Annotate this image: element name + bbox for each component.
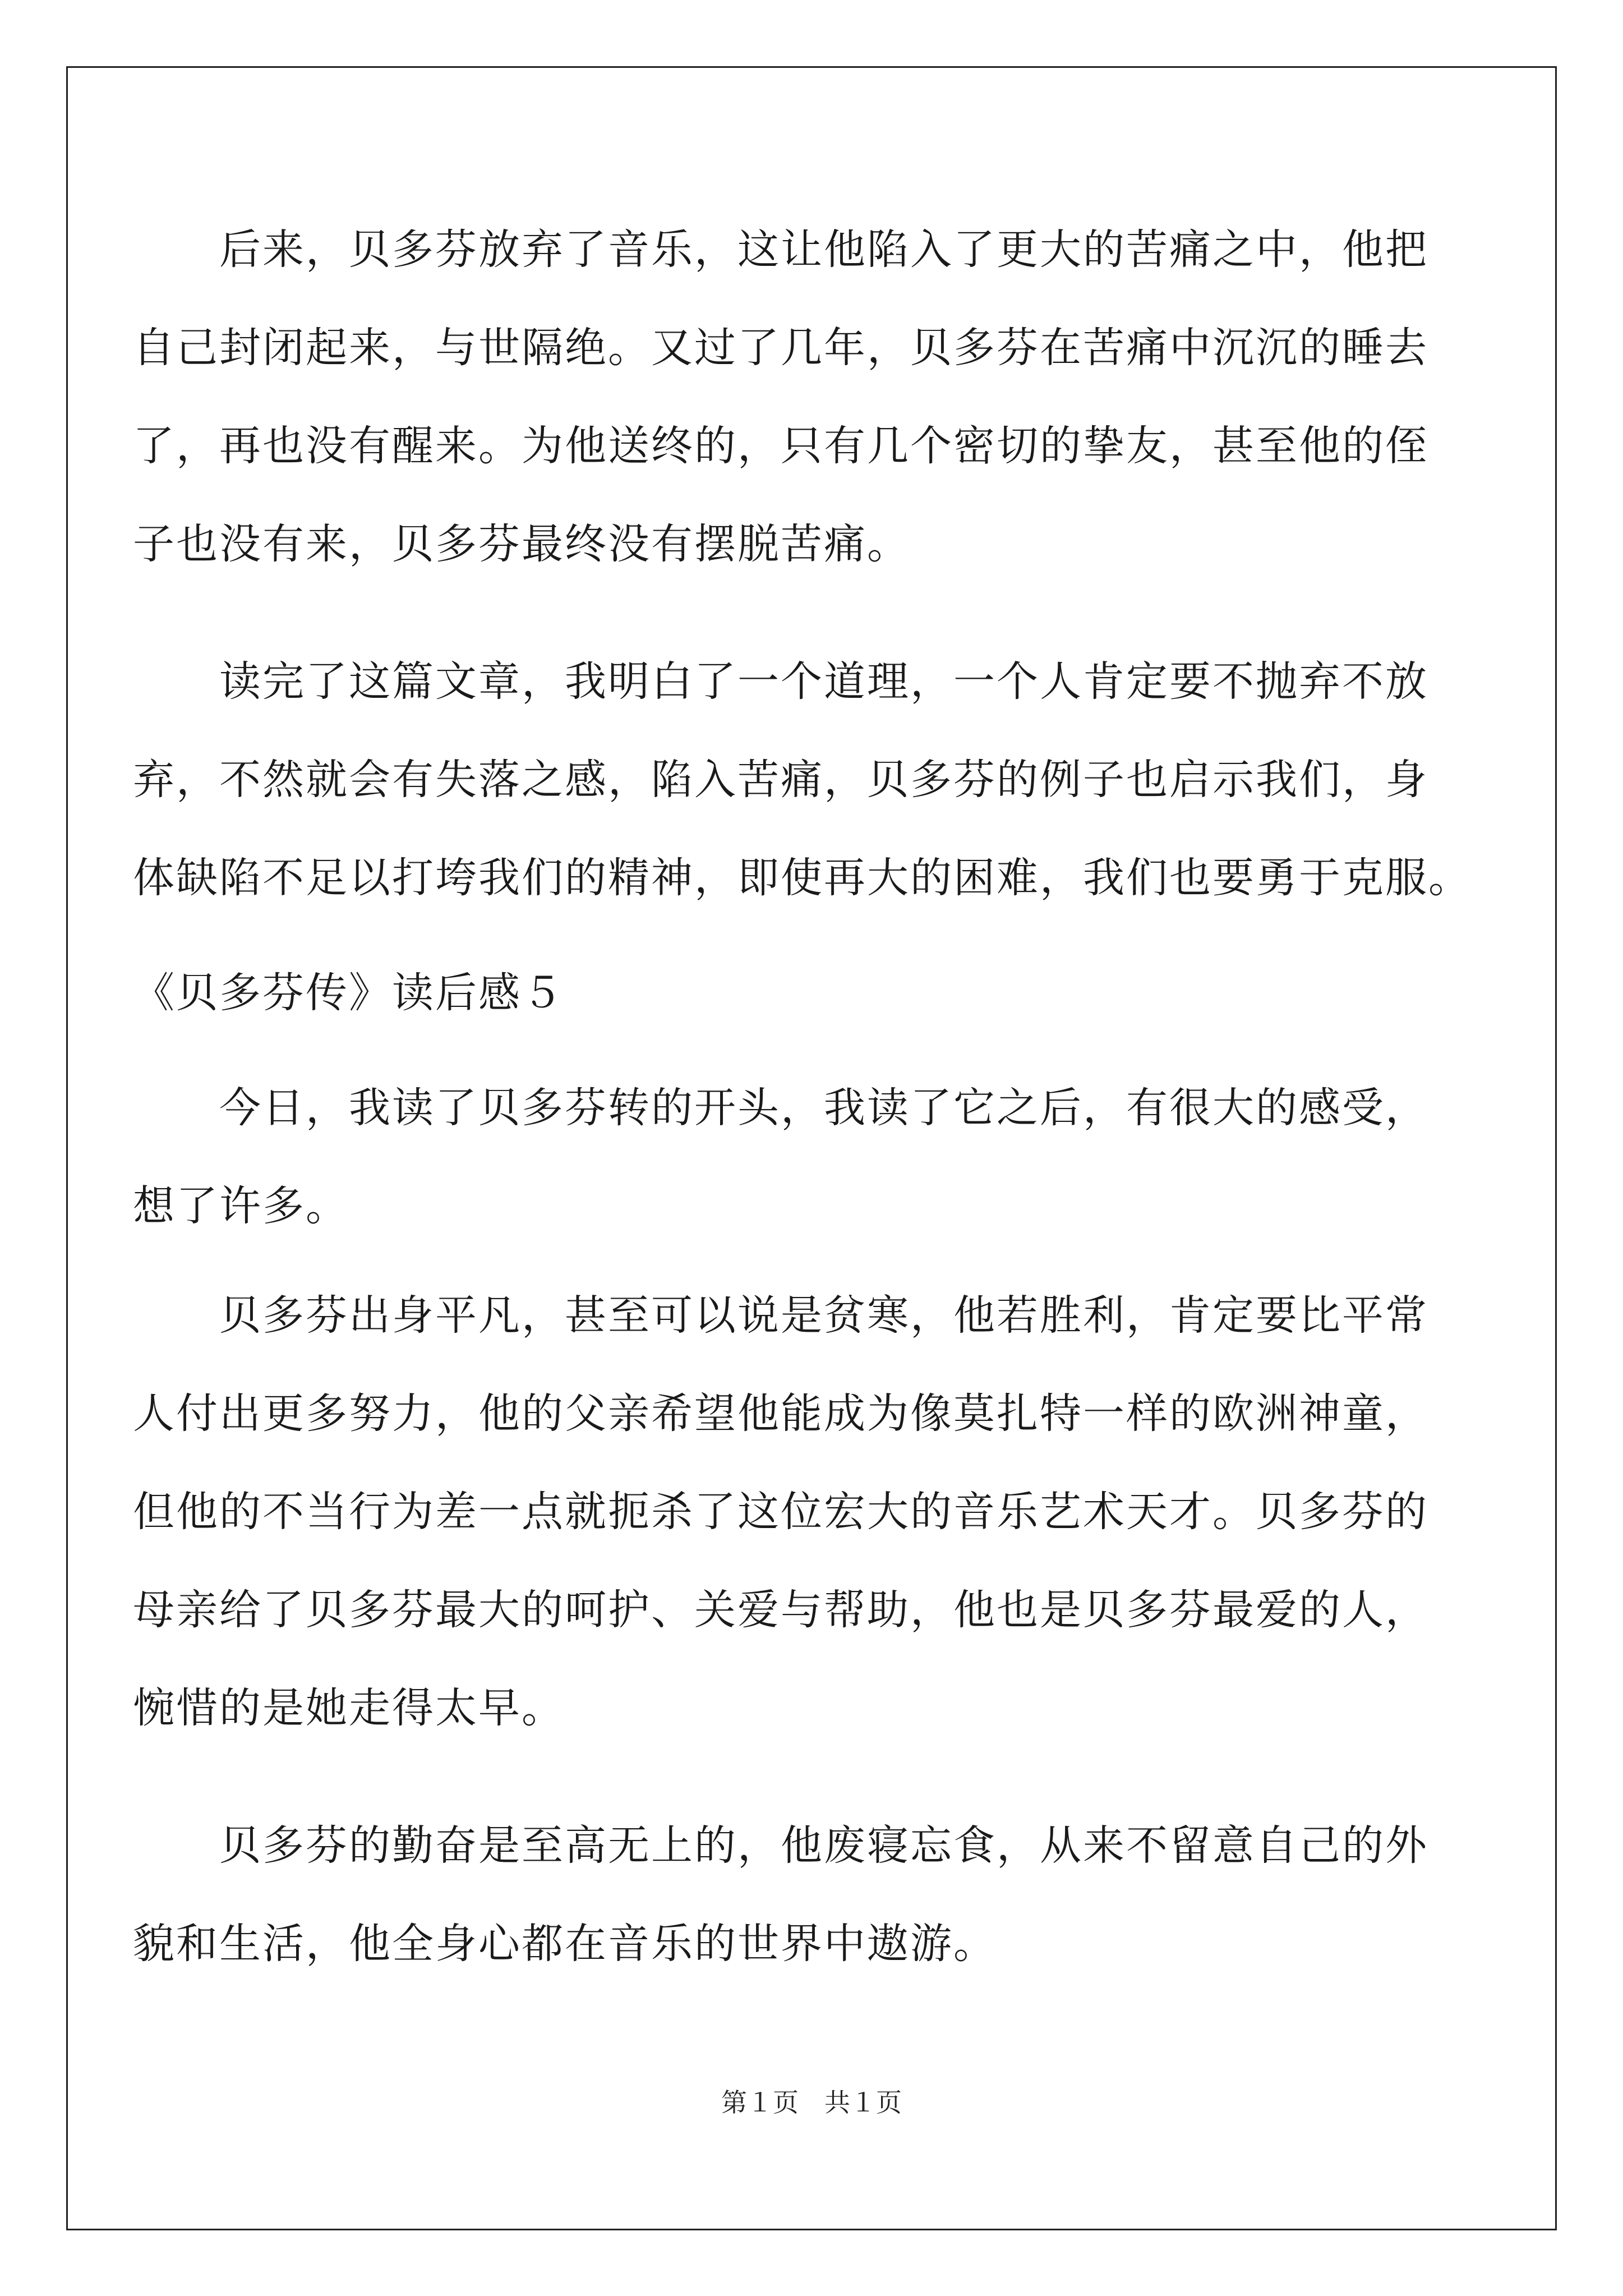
text-line: 读完了这篇文章，我明白了一个道理，一个人肯定要不抛弃不放 bbox=[133, 657, 1428, 706]
text-line: 弃，不然就会有失落之感，陷入苦痛，贝多芬的例子也启示我们，身 bbox=[133, 756, 1428, 804]
text-line: 体缺陷不足以打垮我们的精神，即使再大的困难，我们也要勇于克服。 bbox=[133, 854, 1472, 902]
text-line: 贝多芬出身平凡，甚至可以说是贫寒，他若胜利，肯定要比平常 bbox=[133, 1291, 1428, 1340]
text-line: 子也没有来，贝多芬最终没有摆脱苦痛。 bbox=[133, 520, 910, 568]
text-line: 母亲给了贝多芬最大的呵护、关爱与帮助，他也是贝多芬最爱的人， bbox=[133, 1586, 1428, 1634]
text-line: 惋惜的是她走得太早。 bbox=[133, 1684, 565, 1732]
page-number: 第１页 共１页 bbox=[721, 2087, 902, 2118]
section-heading: 《贝多芬传》读后感５ bbox=[133, 969, 565, 1017]
text-line: 但他的不当行为差一点就扼杀了这位宏大的音乐艺术天才。贝多芬的 bbox=[133, 1488, 1428, 1536]
page-border bbox=[66, 66, 1557, 2230]
text-line: 了，再也没有醒来。为他送终的，只有几个密切的挚友，甚至他的侄 bbox=[133, 422, 1428, 470]
text-line: 貌和生活，他全身心都在音乐的世界中遨游。 bbox=[133, 1920, 997, 1968]
text-line: 想了许多。 bbox=[133, 1182, 349, 1230]
text-line: 自己封闭起来，与世隔绝。又过了几年，贝多芬在苦痛中沉沉的睡去 bbox=[133, 324, 1428, 372]
text-line: 贝多芬的勤奋是至高无上的，他废寝忘食，从来不留意自己的外 bbox=[133, 1821, 1428, 1870]
text-line: 今日，我读了贝多芬转的开头，我读了它之后，有很大的感受， bbox=[133, 1084, 1428, 1132]
text-line: 人付出更多努力，他的父亲希望他能成为像莫扎特一样的欧洲神童， bbox=[133, 1389, 1428, 1438]
text-line: 后来，贝多芬放弃了音乐，这让他陷入了更大的苦痛之中，他把 bbox=[133, 226, 1428, 274]
